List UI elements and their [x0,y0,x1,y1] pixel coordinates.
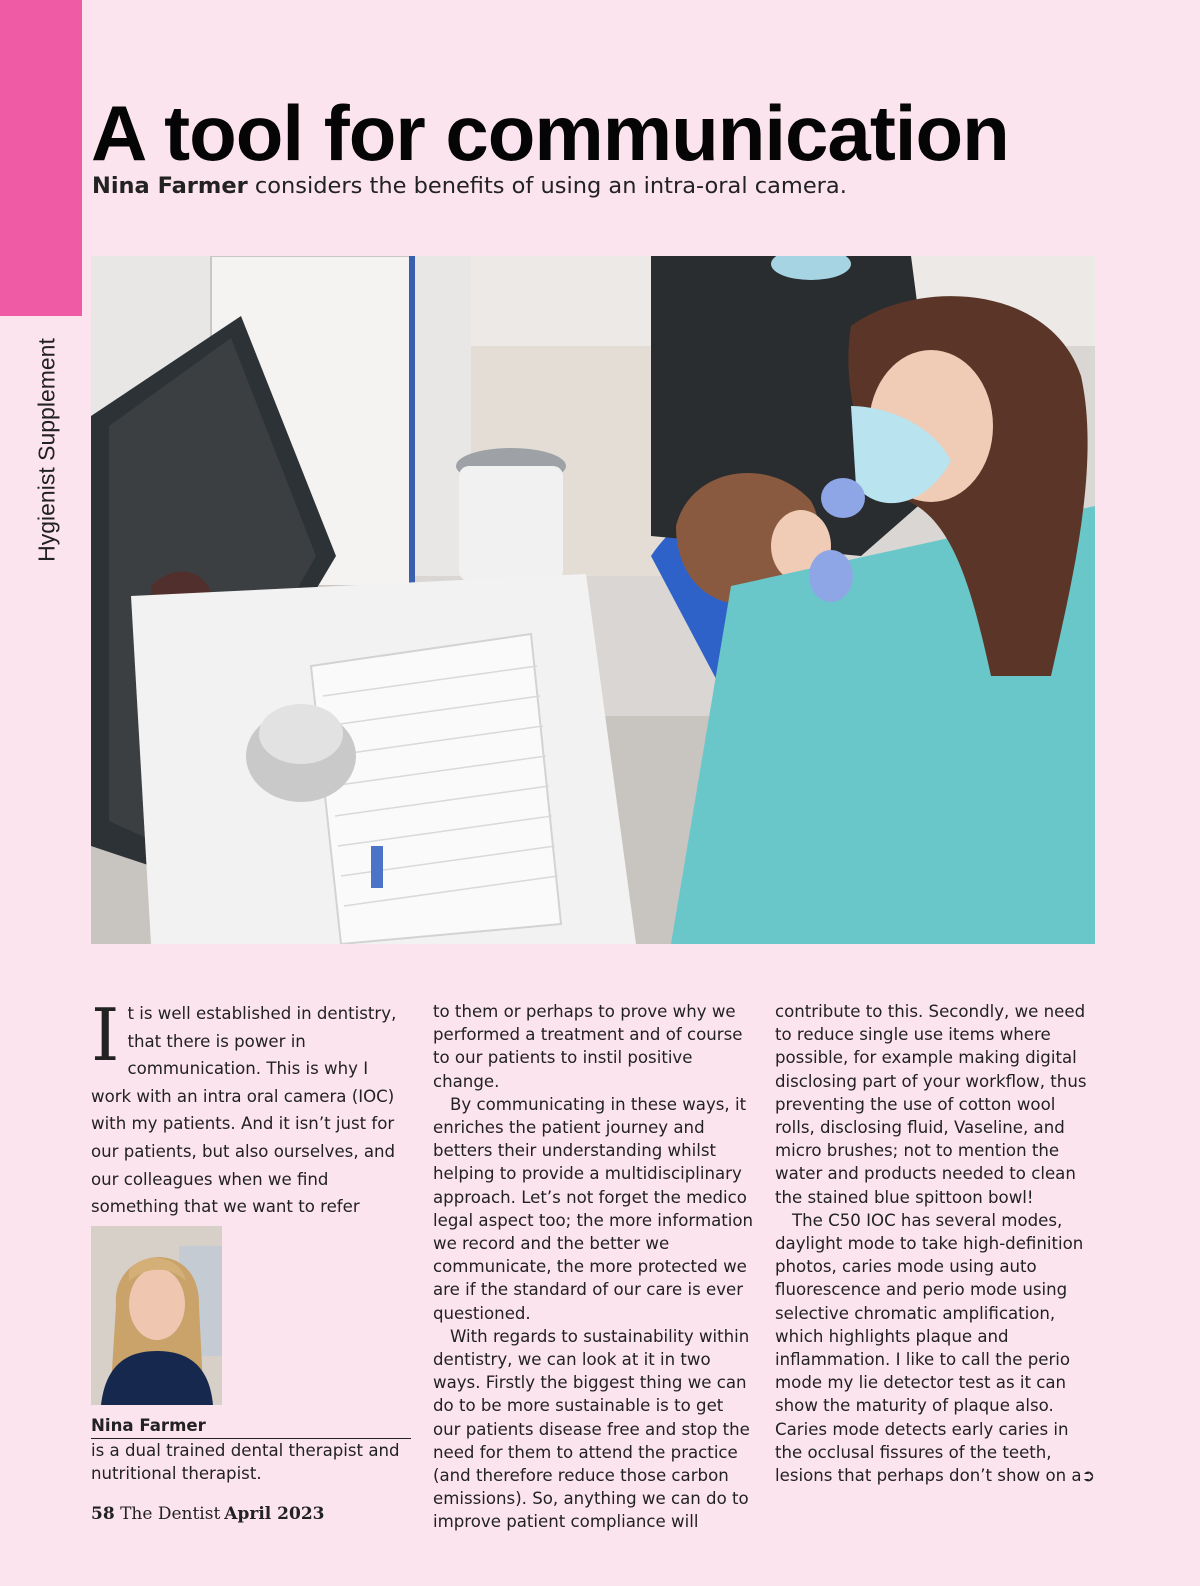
dental-scene-illustration [91,256,1095,944]
author-bio [91,1414,411,1485]
standfirst-text: considers the benefits of using an intra-oral camera. [247,173,847,199]
column2-paragraph-2: By communicating in these ways, it enriches the patient journey and betters their understanding whilst helping to provide a multidisciplinary approach. Let’s not forget the medico legal aspect too; the more information we record and the better we communicate, the more protected we are if the standard of our care is ever questioned. [433,1094,754,1323]
body-column-2 [433,1000,755,1534]
page-number: 58 [91,1504,115,1524]
article-title: A tool for communication [91,89,1009,177]
column2-paragraph-1: to them or perhaps to prove why we performed a treatment and of course to our patients to instil positive change. [433,1002,743,1091]
continue-arrow-icon: ➲ [1081,1466,1095,1486]
body-column-3 [775,1000,1099,1487]
column1-paragraph-1: t is well established in dentistry, that there is power in communication. This is why I work with an intra oral camera (IOC) with my patients. And it isn’t just for our patients, but also ourselves, and our colleagues when we find something that we want to refer [91,1004,397,1217]
drop-cap: I [91,993,120,1077]
author-portrait [91,1226,222,1405]
page-footer [91,1504,324,1524]
column3-paragraph-2: The C50 IOC has several modes, daylight mode to take high-definition photos, caries mode using auto fluorescence and perio mode using selective chromatic amplification, which highlights plaque and inflammation. I like to call the perio mode my lie detector test as it can show the maturity of plaque also. Caries mode detects early caries in the occlusal fissures of the teeth, lesions that perhaps don’t show on a [775,1210,1084,1486]
bio-author-name: Nina Farmer [91,1414,411,1439]
section-label: Hygienist Supplement [33,338,60,562]
issue-date: April 2023 [224,1504,325,1524]
hero-photo [91,256,1095,944]
section-color-tab [0,0,82,316]
standfirst-author: Nina Farmer [92,173,248,199]
column3-paragraph-2-wrap [775,1209,1099,1487]
article-standfirst [92,173,847,199]
column3-paragraph-1: contribute to this. Secondly, we need to reduce single use items where possible, for example making digital disclosing part of your workflow, thus preventing the use of cotton wool rolls, disclosing fluid, Vaseline, and micro brushes; not to mention the water and products needed to clean the stained blue spittoon bowl! [775,1002,1087,1207]
author-photo [91,1226,222,1405]
publication-name: The Dentist [114,1504,221,1524]
body-column-1 [91,993,411,1221]
bio-description: is a dual trained dental therapist and nutritional therapist. [91,1441,400,1483]
column2-paragraph-3: With regards to sustainability within dentistry, we can look at it in two ways. Firstly the biggest thing we can do to be more sustainable is to get our patients disease free and stop the need for them to attend the practice (and therefore reduce those carbon emissions). So, anything we can do to improve patient compliance will [433,1326,750,1532]
